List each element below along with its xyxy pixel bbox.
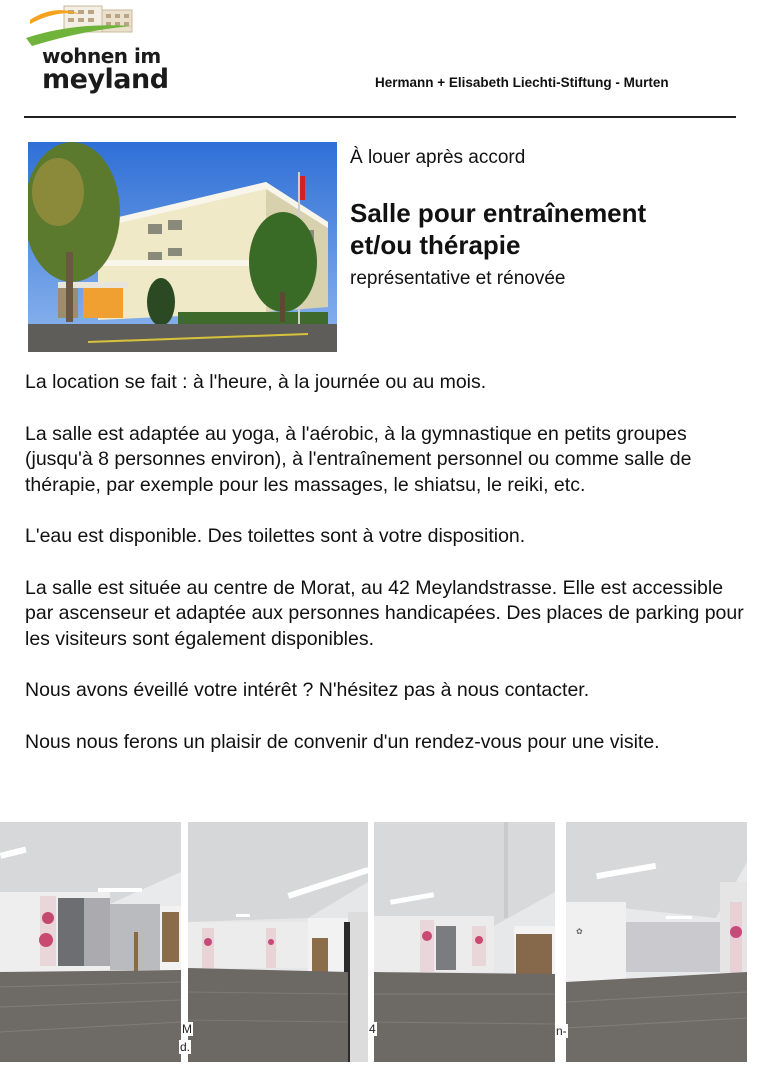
paragraph-amenities: L'eau est disponible. Des toilettes sont à votre disposition. <box>25 525 526 547</box>
listing-title-line1: Salle pour entraînement <box>350 198 647 228</box>
room-photo-3 <box>374 822 555 1062</box>
svg-text:✿: ✿ <box>576 927 583 936</box>
paragraph-rental-terms: La location se fait : à l'heure, à la journée ou au mois. <box>25 371 487 393</box>
listing-title-line2: et/ou thérapie <box>350 230 521 260</box>
logo-wordmark <box>42 44 169 95</box>
paragraph-visit: Nous nous ferons un plaisir de convenir d'un rendez-vous pour une visite. <box>25 730 660 753</box>
building-photo <box>28 142 337 352</box>
gallery-text-fragment-3: 4 <box>369 1022 376 1036</box>
listing-kicker: À louer après accord <box>350 147 526 168</box>
logo-line2: meyland <box>42 64 169 95</box>
gallery-text-fragment-1: M <box>182 1022 192 1036</box>
gallery-text-fragment-4: n- <box>556 1024 567 1038</box>
foundation-name: Hermann + Elisabeth Liechti-Stiftung - Murten <box>375 75 669 90</box>
paragraph-interest: Nous avons éveillé votre intérêt ? N'hésitez pas à nous contacter. <box>25 679 590 701</box>
room-photo-1 <box>0 822 181 1062</box>
gallery-text-fragment-2: d. <box>180 1040 191 1054</box>
header-divider <box>24 116 736 118</box>
room-gallery <box>0 822 773 1064</box>
description <box>25 370 745 781</box>
logo-line1: wohnen im <box>42 44 161 68</box>
room-photo-2 <box>188 822 368 1062</box>
room-photo-4 <box>566 822 747 1062</box>
listing-subtitle: représentative et rénovée <box>350 268 566 289</box>
paragraph-uses: La salle est adaptée au yoga, à l'aérobic, à la gymnastique en petits groupes (jusqu'à 8 personnes environ), à l'entraînement personnel ou comme salle de thérapie, par exemple pour les massages, le shiatsu, le reiki, etc. <box>25 422 692 496</box>
paragraph-location: La salle est située au centre de Morat, au 42 Meylandstrasse. Elle est accessible par ascenseur et adaptée aux personnes handicapées. Des places de parking pour les visiteurs sont également disponibles. <box>25 576 744 650</box>
listing-title <box>350 197 740 261</box>
